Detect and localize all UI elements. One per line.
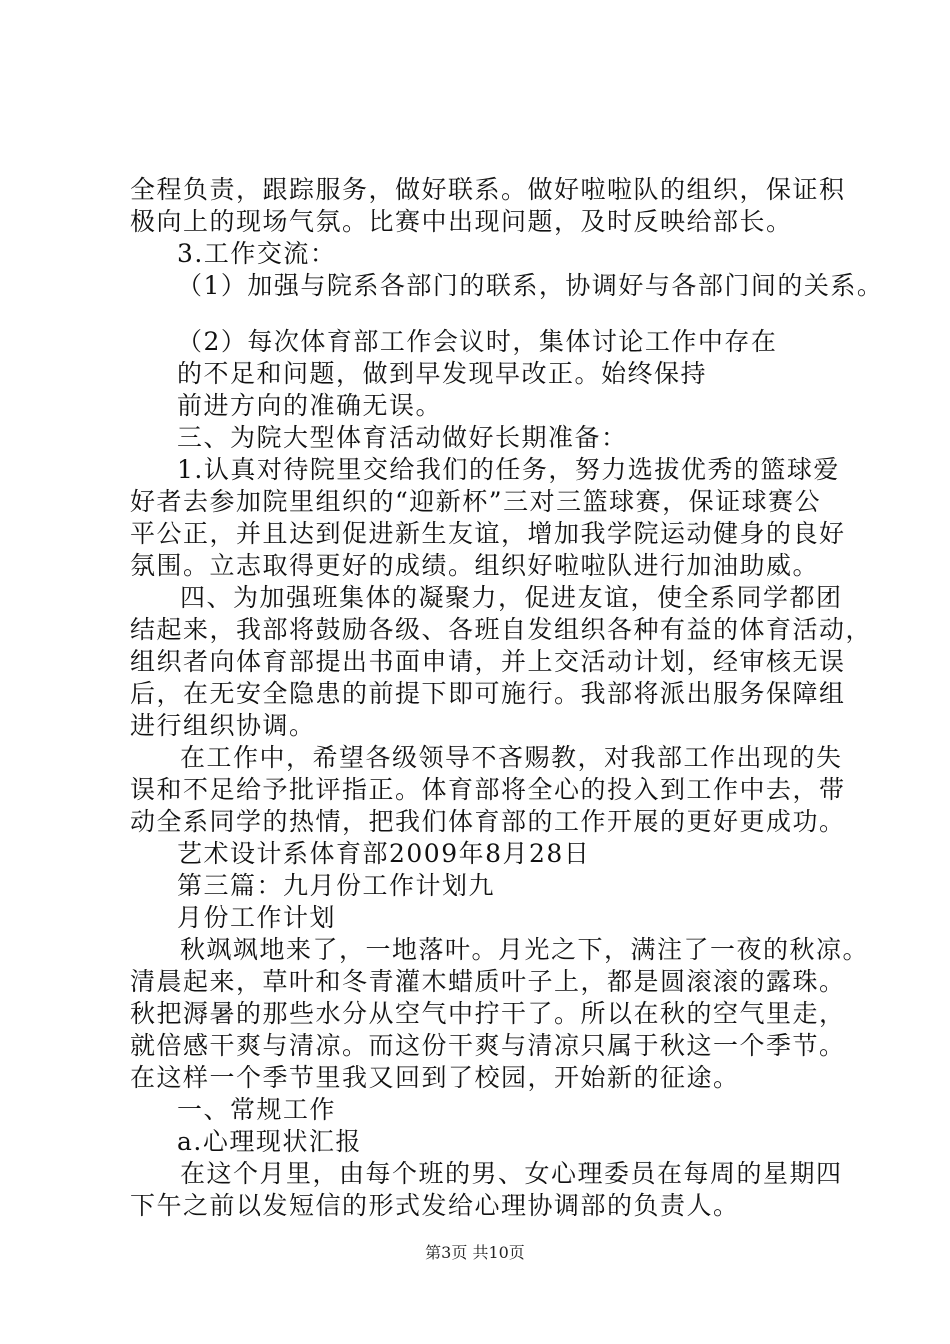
text-line: 组织者向体育部提出书面申请，并上交活动计划，经审核无误 <box>130 647 846 676</box>
text-line: （2）每次体育部工作会议时，集体讨论工作中存在 <box>177 327 778 356</box>
text-line: 就倍感干爽与清凉。而这份干爽与清凉只属于秋这一个季节。 <box>130 1031 846 1060</box>
text-line: 前进方向的准确无误。 <box>177 391 443 420</box>
subsection-heading: a.心理现状汇报 <box>177 1127 362 1156</box>
text-line: （1）加强与院系各部门的联系，协调好与各部门间的关系。 <box>177 271 884 300</box>
section-heading: 一、常规工作 <box>177 1095 337 1124</box>
text-line: 3.工作交流： <box>177 239 337 268</box>
text-line: 后，在无安全隐患的前提下即可施行。我部将派出服务保障组 <box>130 679 846 708</box>
text-line: 结起来，我部将鼓励各级、各班自发组织各种有益的体育活动， <box>130 615 873 644</box>
section-heading: 四、为加强班集体的凝聚力，促进友谊，使全系同学都团 <box>180 583 843 612</box>
chapter-title: 月份工作计划 <box>177 903 337 932</box>
text-line: 下午之前以发短信的形式发给心理协调部的负责人。 <box>130 1191 740 1220</box>
text-line: 的不足和问题，做到早发现早改正。始终保持 <box>177 359 708 388</box>
page-number-footer: 第3页 共10页 <box>425 1243 525 1262</box>
text-line: 平公正，并且达到促进新生友谊，增加我学院运动健身的良好 <box>130 519 846 548</box>
text-line: 秋把溽暑的那些水分从空气中拧干了。所以在秋的空气里走， <box>130 999 846 1028</box>
text-line: 在这个月里，由每个班的男、女心理委员在每周的星期四 <box>180 1159 843 1188</box>
text-line: 氛围。立志取得更好的成绩。组织好啦啦队进行加油助威。 <box>130 551 820 580</box>
section-heading: 三、为院大型体育活动做好长期准备： <box>177 423 628 452</box>
text-line: 1.认真对待院里交给我们的任务，努力选拔优秀的篮球爱 <box>177 455 840 484</box>
text-line: 在这样一个季节里我又回到了校园，开始新的征途。 <box>130 1063 740 1092</box>
text-line: 动全系同学的热情，把我们体育部的工作开展的更好更成功。 <box>130 807 846 836</box>
text-line: 全程负责，跟踪服务，做好联系。做好啦啦队的组织，保证积 <box>130 175 846 204</box>
chapter-title: 第三篇：九月份工作计划九 <box>177 871 496 900</box>
text-line: 清晨起来，草叶和冬青灌木蜡质叶子上，都是圆滚滚的露珠。 <box>130 967 846 996</box>
text-line: 极向上的现场气氛。比赛中出现问题，及时反映给部长。 <box>130 207 793 236</box>
text-line: 好者去参加院里组织的“迎新杯”三对三篮球赛，保证球赛公 <box>130 487 822 516</box>
text-line: 误和不足给予批评指正。体育部将全心的投入到工作中去，带 <box>130 775 846 804</box>
text-line: 在工作中，希望各级领导不吝赐教，对我部工作出现的失 <box>180 743 843 772</box>
signature-line: 艺术设计系体育部2009年8月28日 <box>177 839 591 868</box>
text-line: 秋飒飒地来了，一地落叶。月光之下，满注了一夜的秋凉。 <box>180 935 870 964</box>
text-line: 进行组织协调。 <box>130 711 316 740</box>
